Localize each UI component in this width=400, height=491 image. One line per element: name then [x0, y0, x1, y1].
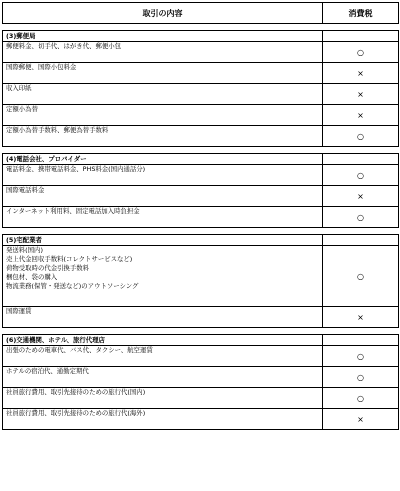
spacer-cell [323, 328, 399, 335]
description-line: 発送料(国内) [6, 246, 43, 254]
table-row [3, 246, 399, 307]
spacer-cell [323, 24, 399, 31]
section-spacer [3, 228, 399, 235]
table-row [3, 367, 399, 388]
section-spacer [3, 328, 399, 335]
section-spacer [3, 24, 399, 31]
transaction-description [3, 207, 323, 228]
table-row [3, 165, 399, 186]
transaction-description [3, 388, 323, 409]
description-line: 出張のための電車代、バス代、タクシー、航空運賃 [6, 346, 153, 354]
description-line: インターネット利用料、固定電話加入時負担金 [6, 207, 140, 215]
section-title-blank [323, 235, 399, 246]
section-title: (3)郵便局 [3, 31, 323, 42]
table-row [3, 84, 399, 105]
taxable-mark: ○ [323, 165, 399, 186]
taxable-mark: ○ [323, 346, 399, 367]
non-taxable-mark: × [323, 409, 399, 430]
transaction-description [3, 246, 323, 307]
transaction-description [3, 42, 323, 63]
description-line: ホテルの宿泊代、通勤定期代 [6, 367, 89, 375]
spacer-cell [323, 147, 399, 154]
section-spacer [3, 147, 399, 154]
transaction-description [3, 409, 323, 430]
transaction-description [3, 165, 323, 186]
section-title-row [3, 31, 399, 42]
description-line: 国際運賃 [6, 307, 32, 315]
description-line: 社員旅行費用、取引先接待のための旅行代(海外) [6, 409, 146, 417]
table-row [3, 126, 399, 147]
section-title-blank [323, 335, 399, 346]
transaction-description [3, 126, 323, 147]
table-header-row [3, 3, 399, 24]
tax-column-header: 消費税 [323, 3, 399, 24]
description-line: 荷物受取時の代金引換手数料 [6, 264, 90, 272]
tax-table [2, 2, 399, 430]
description-line: 社員旅行費用、取引先接待のための旅行代(国内) [6, 388, 146, 396]
non-taxable-mark: × [323, 84, 399, 105]
section-title-blank [323, 154, 399, 165]
table-row [3, 388, 399, 409]
transaction-description [3, 346, 323, 367]
table-body [3, 24, 399, 430]
description-line: 売上代金回収手数料(コレクトサービスなど) [6, 255, 133, 263]
transaction-description [3, 186, 323, 207]
description-line: 定額小為替手数料、郵便為替手数料 [6, 126, 109, 134]
section-title: (5)宅配業者 [3, 235, 323, 246]
table-row [3, 105, 399, 126]
table-row [3, 63, 399, 84]
description-line: 国際電話料金 [6, 186, 45, 194]
description-line: 国際郵便、国際小包料金 [6, 63, 77, 71]
description-line: 定額小為替 [6, 105, 38, 113]
transaction-description [3, 84, 323, 105]
non-taxable-mark: × [323, 307, 399, 328]
taxable-mark: ○ [323, 246, 399, 307]
table-row [3, 346, 399, 367]
transaction-description [3, 63, 323, 84]
table-row [3, 307, 399, 328]
taxable-mark: ○ [323, 126, 399, 147]
table-row [3, 207, 399, 228]
section-title-row [3, 335, 399, 346]
tax-table-page [2, 2, 398, 430]
spacer-cell [3, 328, 323, 335]
non-taxable-mark: × [323, 186, 399, 207]
description-line: 電話料金、携帯電話料金、PHS料金(国内通話分) [6, 165, 146, 173]
non-taxable-mark: × [323, 63, 399, 84]
spacer-cell [3, 24, 323, 31]
description-line: 梱包材、袋の購入 [6, 273, 58, 281]
taxable-mark: ○ [323, 42, 399, 63]
table-row [3, 409, 399, 430]
non-taxable-mark: × [323, 105, 399, 126]
taxable-mark: ○ [323, 367, 399, 388]
section-title: (6)交通機関、ホテル、旅行代理店 [3, 335, 323, 346]
content-column-header: 取引の内容 [3, 3, 323, 24]
spacer-cell [3, 147, 323, 154]
section-title-blank [323, 31, 399, 42]
table-row [3, 42, 399, 63]
section-title-row [3, 235, 399, 246]
taxable-mark: ○ [323, 207, 399, 228]
description-line: 収入印紙 [6, 84, 32, 92]
description-line: 郵便料金、切手代、はがき代、郵便小包 [6, 42, 122, 50]
transaction-description [3, 105, 323, 126]
spacer-cell [3, 228, 323, 235]
spacer-cell [323, 228, 399, 235]
transaction-description [3, 307, 323, 328]
transaction-description [3, 367, 323, 388]
section-title: (4)電話会社、プロバイダー [3, 154, 323, 165]
description-line: 物流業務(保管・発送など)のアウトソーシング [6, 282, 139, 290]
taxable-mark: ○ [323, 388, 399, 409]
table-row [3, 186, 399, 207]
section-title-row [3, 154, 399, 165]
